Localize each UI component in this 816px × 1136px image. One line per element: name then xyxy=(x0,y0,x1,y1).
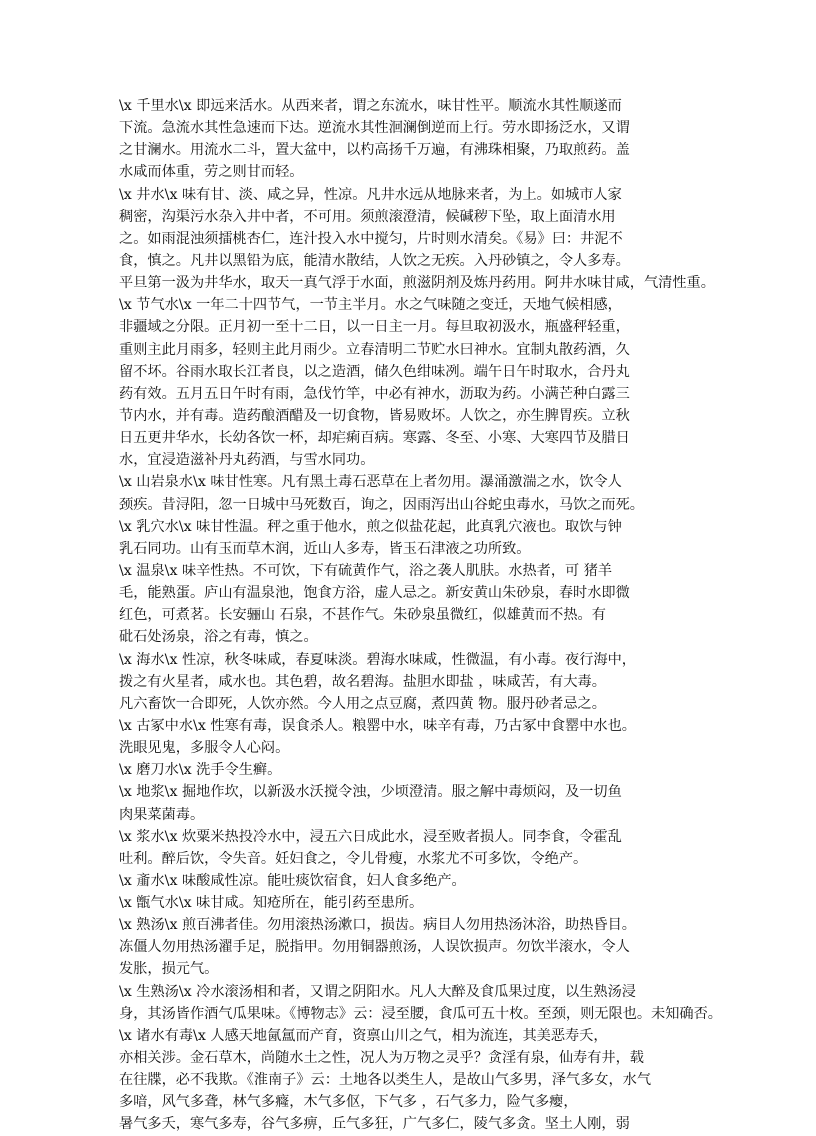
text-line: 水咸而体重，劳之则甘而轻。 xyxy=(119,164,304,181)
text-line: 红色，可煮茗。长安骊山 石泉，不甚作气。朱砂泉虽微红，似雄黄而不热。有 xyxy=(119,607,606,624)
text-line: 非疆域之分限。正月初一至十二日，以一日主一月。每旦取初汲水，瓶盛秤轻重， xyxy=(119,319,630,336)
text-line: 留不坏。谷雨水取长江者良，以之造酒，储久色绀味冽。端午日午时取水，合丹丸 xyxy=(119,363,630,380)
text-line: 日五更井华水，长幼各饮一杯，却疟痢百病。寒露、冬至、小寒、大寒四节及腊日 xyxy=(119,430,630,447)
text-line: 重则主此月雨多，轻则主此月雨少。立春清明二节贮水曰神水。宜制丸散药酒，久 xyxy=(119,341,630,358)
text-line: 肉果菜菌毒。 xyxy=(119,806,205,823)
text-line: 平旦第一汲为井华水，取天一真气浮于水面，煎滋阴剂及炼丹药用。阿井水味甘咸，气清性重。 xyxy=(119,275,715,292)
text-line: \x 节气水\x 一年二十四节气，一节主半月。水之气味随之变迁，天地气候相感， xyxy=(119,297,622,314)
text-line: 暑气多夭，寒气多寿，谷气多痹，丘气多狂，广气多仁，陵气多贪。坚土人刚，弱 xyxy=(119,1116,630,1133)
text-line: \x 温泉\x 味辛性热。不可饮，下有硫黄作气，浴之袭人肌肤。水热者，可 猪羊 xyxy=(119,562,613,579)
text-line: 之。如雨混浊须擂桃杏仁，连汁投入水中搅匀，片时则水清矣。《易》曰：井泥不 xyxy=(119,230,623,247)
text-line: \x 磨刀水\x 洗手令生癣。 xyxy=(119,762,282,779)
text-line: 冻僵人勿用热汤濯手足，脱指甲。勿用铜器煎汤，人误饮损声。勿饮半滚水，令人 xyxy=(119,939,630,956)
text-line: \x 齑水\x 味酸咸性凉。能吐痰饮宿食，妇人食多绝产。 xyxy=(119,872,466,889)
text-line: 拨之有火星者，咸水也。其色碧，故名碧海。盐胆水即盐 ，味咸苦，有大毒。 xyxy=(119,673,606,690)
text-line: 之甘澜水。用流水二斗，置大盆中，以杓高扬千万遍，有沸珠相聚，乃取煎药。盖 xyxy=(119,142,630,159)
text-line: 多喑，风气多聋，林气多癃，木气多伛，下气多 ，石气多力，险气多瘿， xyxy=(119,1094,578,1111)
text-line: \x 诸水有毒\x 人感天地氤氲而产育，资禀山川之气，相为流连，其美恶寿夭， xyxy=(119,1027,608,1044)
text-line: 节内水，并有毒。造药酿酒醋及一切食物，皆易败坏。人饮之，亦生脾胃疾。立秋 xyxy=(119,407,630,424)
text-line: \x 浆水\x 炊粟米热投冷水中，浸五六日成此水，浸至败者损人。同李食，令霍乱 xyxy=(119,828,622,845)
text-line: 食，慎之。凡井以黑铅为底，能清水散结，人饮之无疾。入丹砂镇之，令人多寿。 xyxy=(119,252,630,269)
text-line: 吐利。醉后饮，令失音。妊妇食之，令儿骨瘦，水浆尤不可多饮，令绝产。 xyxy=(119,850,588,867)
text-line: \x 乳穴水\x 味甘性温。秤之重于他水，煎之似盐花起，此真乳穴液也。取饮与钟 xyxy=(119,518,622,535)
text-line: \x 生熟汤\x 冷水滚汤相和者，又谓之阴阳水。凡人大醉及食瓜果过度，以生熟汤浸 xyxy=(119,983,636,1000)
text-line: 身，其汤皆作酒气瓜果味。《博物志》云：浸至腰，食瓜可五十枚。至颈，则无限也。未知确否。 xyxy=(119,1005,722,1022)
text-line: 下流。急流水其性急速而下达。逆流水其性洄澜倒逆而上行。劳水即扬泛水，又谓 xyxy=(119,120,630,137)
text-line: 洗眼见鬼，多服令人心闷。 xyxy=(119,740,290,757)
text-line: 颈疾。昔浔阳，忽一日城中马死数百，询之，因雨泻出山谷蛇虫毒水，马饮之而死。 xyxy=(119,496,644,513)
text-line: \x 地浆\x 掘地作坎，以新汲水沃搅令浊，少顷澄清。服之解中毒烦闷，及一切鱼 xyxy=(119,784,622,801)
text-line: 发胀，损元气。 xyxy=(119,961,219,978)
text-line: 稠密，沟渠污水杂入井中者，不可用。须煎滚澄清，候碱秽下坠，取上面清水用 xyxy=(119,208,616,225)
text-line: 在往牒，必不我欺。《淮南子》云：土地各以类生人，是故山气多男，泽气多女，水气 xyxy=(119,1072,652,1089)
text-line: \x 千里水\x 即远来活水。从西来者，谓之东流水，味甘性平。顺流水其性顺遂而 xyxy=(119,98,622,114)
document-page xyxy=(119,95,722,1136)
text-line: \x 甑气水\x 味甘咸。知疮所在，能引药至患所。 xyxy=(119,895,424,912)
text-line: \x 海水\x 性凉，秋冬味咸，春夏味淡。碧海水味咸，性微温，有小毒。夜行海中， xyxy=(119,651,636,668)
text-line: 凡六畜饮一合即死，人饮亦然。今人用之点豆腐，煮四黄 物。服丹砂者忌之。 xyxy=(119,695,606,712)
text-line: \x 熟汤\x 煎百沸者佳。勿用滚热汤漱口，损齿。病目人勿用热汤沐浴，助热昏目。 xyxy=(119,917,636,934)
text-line: 药有效。五月五日午时有雨，急伐竹竿，中必有神水，沥取为药。小满芒种白露三 xyxy=(119,385,630,402)
text-line: 乳石同功。山有玉而草木润，近山人多寿，皆玉石津液之功所致。 xyxy=(119,540,531,557)
text-line: \x 井水\x 味有甘、淡、咸之异，性凉。凡井水远从地脉来者，为上。如城市人家 xyxy=(119,186,622,203)
text-line: 水，宜浸造滋补丹丸药酒，与雪水同功。 xyxy=(119,452,375,469)
text-line: \x 山岩泉水\x 味甘性寒。凡有黑土毒石恶草在上者勿用。瀑涌激湍之水，饮令人 xyxy=(119,474,622,491)
text-line: 毛，能熟蛋。庐山有温泉池，饱食方浴，虚人忌之。新安黄山朱砂泉，春时水即微 xyxy=(119,585,630,602)
text-line: \x 古冢中水\x 性寒有毒，误食杀人。粮罂中水，味辛有毒，乃古冢中食罂中水也。 xyxy=(119,717,636,734)
text-line: 亦相关涉。金石草木，尚随水土之性，况人为万物之灵乎？贪淫有泉，仙寿有井，载 xyxy=(119,1050,644,1067)
text-line: 砒石处汤泉，浴之有毒，慎之。 xyxy=(119,629,318,646)
